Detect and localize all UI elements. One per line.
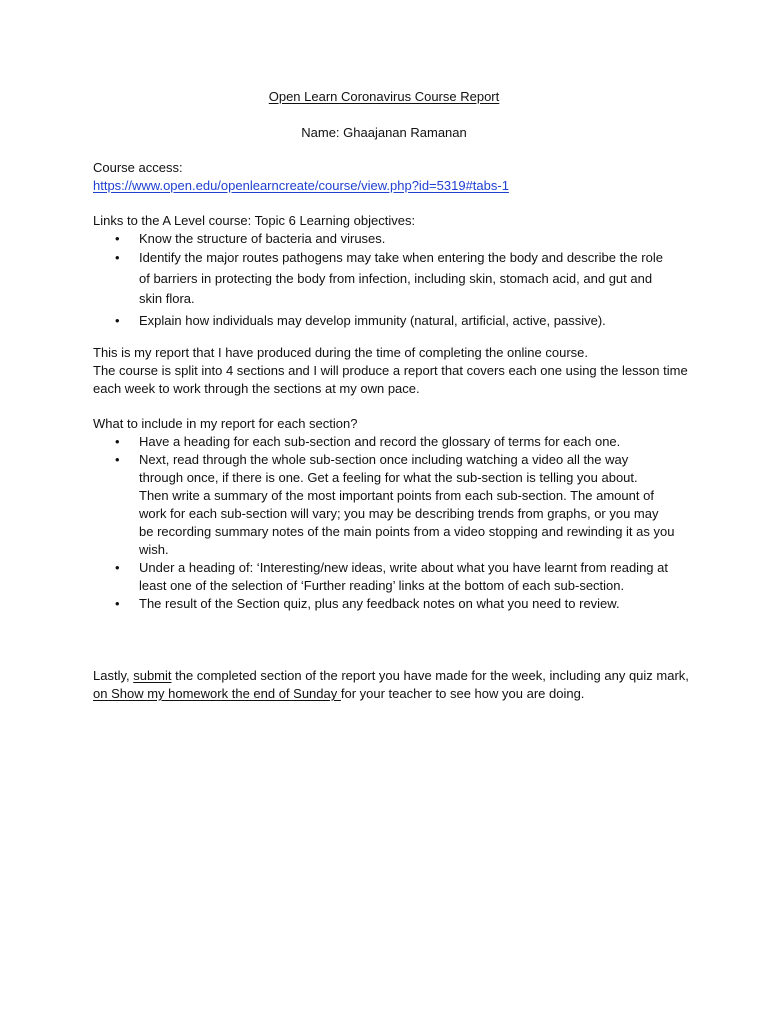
page-title: Open Learn Coronavirus Course Report xyxy=(268,89,500,104)
lastly-text: Lastly, xyxy=(93,668,134,683)
list-item xyxy=(93,433,675,451)
objectives-heading: Links to the A Level course: Topic 6 Learning objectives: xyxy=(93,213,416,228)
student-name: Name: Ghaajanan Ramanan xyxy=(301,125,467,140)
report-intro-line: This is my report that I have produced during the time of completing the online course. xyxy=(93,345,588,360)
course-access-label: Course access: xyxy=(93,160,183,175)
list-item xyxy=(93,451,675,559)
include-heading: What to include in my report for each section? xyxy=(93,416,358,431)
objectives-list xyxy=(93,230,693,330)
report-intro-line: The course is split into 4 sections and I will produce a report that covers each one using the lesson time each week to work through the sections at my own pace. xyxy=(93,363,688,396)
bullet-icon: • xyxy=(115,452,120,467)
bullet-icon: • xyxy=(115,560,120,575)
list-item xyxy=(93,312,675,330)
bullet-icon: • xyxy=(115,596,120,611)
learning-objectives-section xyxy=(93,212,693,330)
submission-paragraph xyxy=(93,667,693,703)
include-item-text: Have a heading for each sub-section and record the glossary of terms for each one. xyxy=(139,434,621,449)
include-item-text: Under a heading of: ‘Interesting/new ideas, write about what you have learnt from reading at least one of the selection of ‘Further reading’ links at the bottom of each sub-section. xyxy=(139,560,668,593)
include-list xyxy=(93,433,693,613)
report-contents-section xyxy=(93,415,693,613)
include-item-text: Next, read through the whole sub-section once including watching a video all the way through once, if there is one. Get a feeling for what the sub-section is telling you about. xyxy=(139,452,638,485)
submit-emphasis: submit xyxy=(133,668,172,683)
list-item xyxy=(93,230,675,248)
include-item-continuation: Then write a summary of the most important points from each sub-section. The amount of work for each sub-section will vary; you may be describing trends from graphs, or you may be recording summary notes of the main points from a video stopping and rewinding it as you wish. xyxy=(139,488,675,557)
include-item-text: The result of the Section quiz, plus any feedback notes on what you need to review. xyxy=(139,596,620,611)
list-item xyxy=(93,559,675,595)
lastly-text: the completed section of the report you have made for the week, including any quiz mark, xyxy=(171,668,689,683)
bullet-icon: • xyxy=(115,231,120,246)
report-intro-paragraph xyxy=(93,344,693,398)
lastly-text: for your teacher to see how you are doing. xyxy=(340,686,585,701)
course-access-section xyxy=(93,159,693,195)
bullet-icon: • xyxy=(115,434,120,449)
objective-text: Explain how individuals may develop immunity (natural, artificial, active, passive). xyxy=(139,312,606,328)
bullet-icon: • xyxy=(115,312,120,328)
list-item xyxy=(93,595,675,613)
objective-text: Identify the major routes pathogens may take when entering the body and describe the role of barriers in protecting the body from infection, including skin, stomach acid, and gut and skin flora. xyxy=(139,250,663,306)
deadline-emphasis: on Show my homework the end of Sunday xyxy=(93,686,341,701)
list-item xyxy=(93,248,675,310)
objective-text: Know the structure of bacteria and viruses. xyxy=(139,231,386,246)
course-url-link[interactable]: https://www.open.edu/openlearncreate/course/view.php?id=5319#tabs-1 xyxy=(93,178,509,193)
bullet-icon: • xyxy=(115,250,120,265)
